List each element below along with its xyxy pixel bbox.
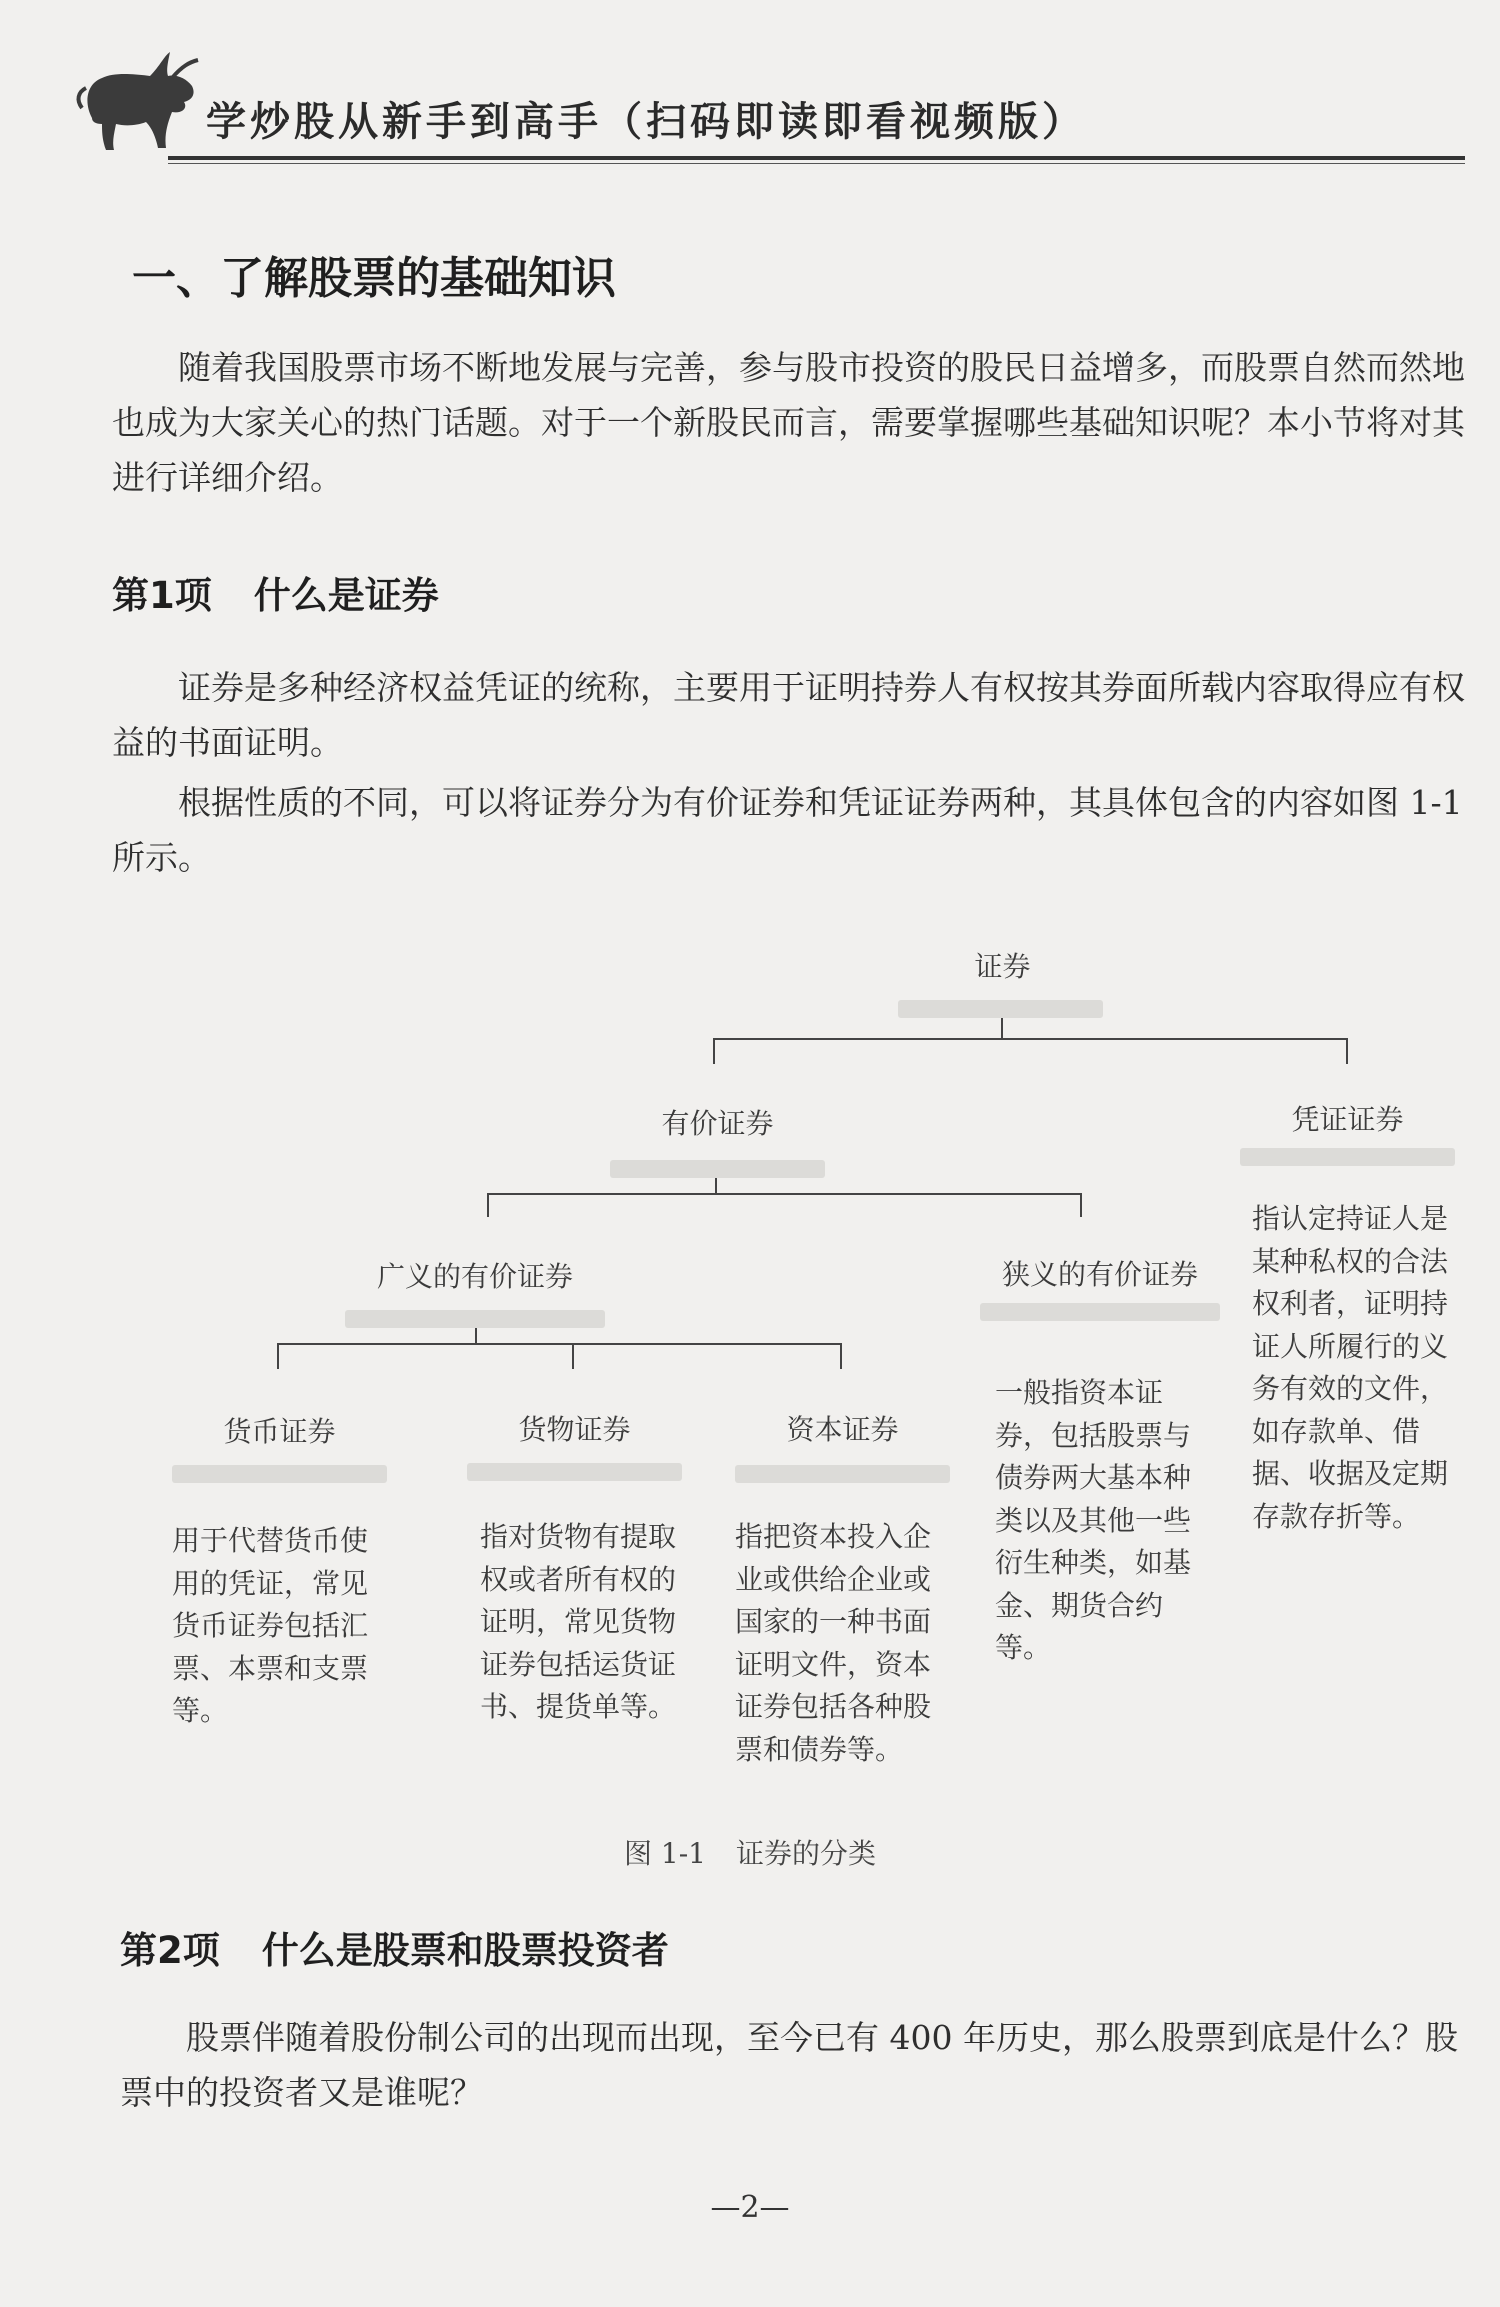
- desc-capital-securities: 指把资本投入企业或供给企业或国家的一种书面证明文件，资本证券包括各种股票和债券等。: [735, 1520, 932, 1766]
- connector-line: [715, 1178, 717, 1194]
- node-goods-securities: 货物证券: [518, 1413, 631, 1446]
- node-shadow: [1240, 1148, 1455, 1166]
- item1-paragraph-1: 证券是多种经济权益凭证的统称，主要用于证明持券人有权按其券面所载内容取得应有权益的书面证明。: [112, 668, 1465, 762]
- figure-caption: [0, 1832, 1500, 1872]
- header-rule-thin: [168, 163, 1465, 164]
- desc-goods-securities: 指对货物有提取权或者所有权的证明，常见货物证券包括运货证书、提货单等。: [480, 1520, 677, 1723]
- item1-paragraph-2: 根据性质的不同，可以将证券分为有价证券和凭证证券两种，其具体包含的内容如图 1-1 所示。: [112, 783, 1463, 877]
- desc-certificate-securities: 指认定持证人是某种私权的合法权利者，证明持证人所履行的义务有效的文件，如存款单、借据、收据及定期存款存折等。: [1252, 1202, 1449, 1533]
- node-shadow: [610, 1160, 825, 1178]
- connector-line: [487, 1193, 489, 1217]
- connector-line: [277, 1343, 842, 1345]
- figure-caption-text: 证券的分类: [735, 1837, 876, 1870]
- connector-line: [277, 1343, 279, 1369]
- node-shadow: [172, 1465, 387, 1483]
- item1-title: 什么是证券: [253, 574, 439, 617]
- node-certificate-securities: 凭证证券: [1291, 1103, 1404, 1136]
- page-number: —2—: [710, 2190, 790, 2225]
- item2-paragraph: 股票伴随着股份制公司的出现而出现，至今已有 400 年历史，那么股票到底是什么？股票中的投资者又是谁呢？: [120, 2018, 1458, 2112]
- connector-line: [572, 1343, 574, 1369]
- item2-number: 第2项: [120, 1929, 220, 1972]
- node-broad-valuable: 广义的有价证券: [376, 1260, 573, 1293]
- item1-heading: [112, 565, 439, 619]
- node-shadow: [345, 1310, 605, 1328]
- connector-line: [1346, 1038, 1348, 1064]
- section-intro: 随着我国股票市场不断地发展与完善，参与股市投资的股民日益增多，而股票自然而然地也成为大家关心的热门话题。对于一个新股民而言，需要掌握哪些基础知识呢？本小节将对其进行详细介绍。: [112, 348, 1465, 497]
- connector-line: [840, 1343, 842, 1369]
- desc-narrow-valuable: 一般指资本证券，包括股票与债券两大基本种类以及其他一些衍生种类，如基金、期货合约等。: [995, 1376, 1192, 1664]
- desc-currency-securities: 用于代替货币使用的凭证，常见货币证券包括汇票、本票和支票等。: [172, 1524, 369, 1727]
- node-securities: 证券: [974, 950, 1031, 983]
- node-currency-securities: 货币证券: [223, 1415, 336, 1448]
- node-shadow: [980, 1303, 1220, 1321]
- connector-line: [475, 1328, 477, 1344]
- connector-line: [713, 1038, 715, 1064]
- header-rule: [168, 156, 1465, 160]
- connector-line: [713, 1038, 1348, 1040]
- section-title: 一、了解股票的基础知识: [132, 253, 616, 304]
- connector-line: [487, 1193, 1082, 1195]
- figure-number: 图 1-1: [623, 1837, 706, 1870]
- item2-title: 什么是股票和股票投资者: [261, 1929, 669, 1972]
- connector-line: [1080, 1193, 1082, 1217]
- node-shadow: [898, 1000, 1103, 1018]
- item1-number: 第1项: [112, 574, 212, 617]
- node-capital-securities: 资本证券: [786, 1413, 899, 1446]
- node-valuable-securities: 有价证券: [661, 1107, 774, 1140]
- node-shadow: [735, 1465, 950, 1483]
- node-shadow: [467, 1463, 682, 1481]
- book-title: 学炒股从新手到高手（扫码即读即看视频版）: [206, 99, 1086, 145]
- connector-line: [1001, 1018, 1003, 1040]
- bull-icon: [72, 48, 202, 158]
- node-narrow-valuable: 狭义的有价证券: [1001, 1258, 1198, 1291]
- item2-heading: [120, 1920, 669, 1974]
